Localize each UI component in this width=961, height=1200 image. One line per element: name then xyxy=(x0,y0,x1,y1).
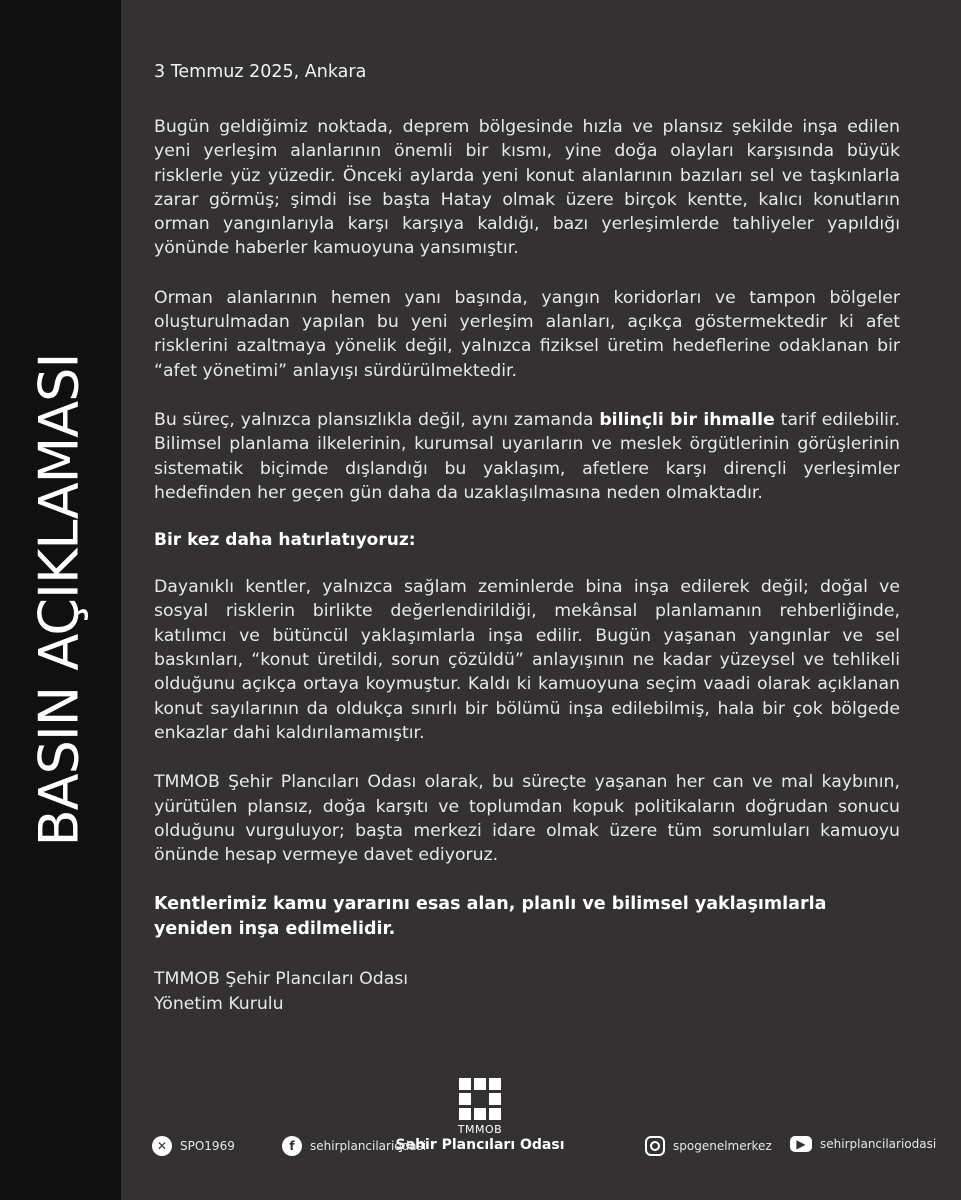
reminder-heading: Bir kez daha hatırlatıyoruz: xyxy=(154,530,416,551)
social-instagram-handle: spogenelmerkez xyxy=(673,1139,772,1153)
date-location: 3 Temmuz 2025, Ankara xyxy=(154,62,367,82)
logo-tmmob: TMMOB xyxy=(457,1123,503,1136)
social-x-handle: SPO1969 xyxy=(180,1139,235,1153)
paragraph-1: Bugün geldiğimiz noktada, deprem bölgesinde hızla ve plansız şekilde inşa edilen yeni yerleşim alanlarının önemli bir kısmı, yine doğa olayları karşısında büyük risklerle yüz yüzedir. Önceki aylarda yeni konut alanlarının bazıları sel ve taşkınlarla zarar görmüş; şimdi ise başta Hatay olmak üzere birçok kentte, kalıcı konutların orman yangınlarıyla karşı karşıya kaldığı, bazı yerleşimlerde tahliyeler yapıldığı yönünde haberler kamuoyuna yansımıştır. xyxy=(154,117,900,259)
paragraph-3-end: tarif edilebilir. Bilimsel planlama ilkelerinin, kurumsal uyarıların ve meslek örgütlerinin görüşlerinin sistematik biçimde dışlandığı bu yaklaşım, afetlere karşı dirençli yerleşimler hedefinden her geçen gün daha da uzaklaşılmasına neden olmaktadır. xyxy=(154,409,900,503)
sidebar xyxy=(0,0,121,1200)
social-facebook-handle: sehirplancilariodasi xyxy=(310,1139,427,1153)
press-release-body xyxy=(154,62,900,1016)
social-x[interactable] xyxy=(152,1136,235,1156)
logo-grid-icon xyxy=(459,1078,501,1120)
social-instagram[interactable] xyxy=(645,1136,772,1156)
paragraph-3-start: Bu süreç, yalnızca plansızlıkla değil, aynı zamanda xyxy=(154,409,600,430)
signature-org: TMMOB Şehir Plancıları Odası xyxy=(154,969,409,990)
x-icon: ✕ xyxy=(152,1136,172,1156)
paragraph-2: Orman alanlarının hemen yanı başında, yangın koridorları ve tampon bölgeler oluşturulmadan yapılan bu yeni yerleşim alanları, açıkça göstermektedir ki afet risklerini azaltmaya yönelik değil, yalnızca fiziksel üretim hedeflerine odaklanan bir “afet yönetimi” anlayışı sürdürülmektedir. xyxy=(154,287,900,381)
facebook-icon: f xyxy=(282,1136,302,1156)
social-facebook[interactable] xyxy=(282,1136,426,1156)
social-youtube-handle: sehirplancilariodasi xyxy=(820,1137,937,1151)
social-youtube[interactable] xyxy=(790,1136,936,1152)
logo-org-name: Şehir Plancıları Odası xyxy=(395,1137,565,1153)
youtube-icon: ▶ xyxy=(790,1136,812,1152)
instagram-icon xyxy=(645,1136,665,1156)
signature-board: Yönetim Kurulu xyxy=(154,993,284,1014)
closing-statement: Kentlerimiz kamu yararını esas alan, planlı ve bilimsel yaklaşımlarla yeniden inşa edilmelidir. xyxy=(154,894,827,940)
paragraph-3-emphasis: bilinçli bir ihmalle xyxy=(599,409,775,430)
paragraph-5: TMMOB Şehir Plancıları Odası olarak, bu süreçte yaşanan her can ve mal kaybının, yürütülen plansız, doğa karşıtı ve toplumdan kopuk politikaların doğrudan sonucu olduğunu vurguluyor; başta merkezi idare olmak üzere tüm sorumluları kamuoyu önünde hesap vermeye davet ediyoruz. xyxy=(154,772,900,866)
paragraph-4: Dayanıklı kentler, yalnızca sağlam zeminlerde bina inşa edilerek değil; doğal ve sosyal risklerin birlikte değerlendirildiği, mekânsal planlamanın rehberliğinde, katılımcı ve bütüncül yaklaşımlarla inşa edilir. Bugün yaşanan yangınlar ve sel baskınları, “konut üretildi, sorun çözüldü” anlayışının ne kadar yüzeysel ve tehlikeli olduğunu açıkça ortaya koymuştur. Kaldı ki kamuoyuna seçim vaadi olarak açıklanan konut sayılarının da oldukça sınırlı bir bölümü inşa edilebilmiş, hala bir çok bölgede enkazlar dahi kaldırılamamıştır. xyxy=(154,577,900,743)
paragraph-3 xyxy=(154,408,900,505)
vertical-title: BASIN AÇIKLAMASI xyxy=(27,353,91,847)
